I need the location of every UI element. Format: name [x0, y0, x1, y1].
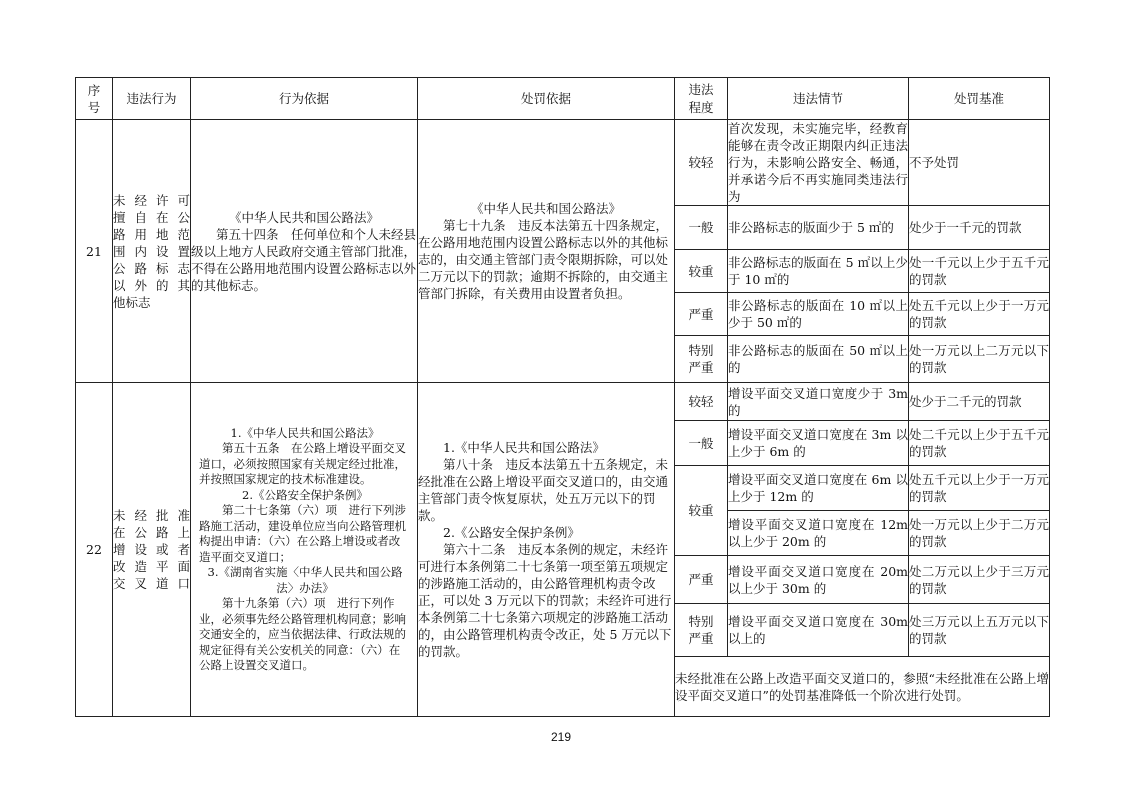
header-standard: 处罚基准	[909, 78, 1050, 120]
header-penalty-basis: 处罚依据	[418, 78, 675, 120]
row22-standard-1: 处少于二千元的罚款	[909, 383, 1050, 421]
behavior-line: 围内设置	[113, 243, 190, 259]
row21-penalty-basis	[418, 120, 675, 383]
header-act-basis: 行为依据	[191, 78, 418, 120]
row21-standard-3: 处一千元以上少于五千元的罚款	[909, 250, 1050, 293]
row21-degree-2: 一般	[675, 206, 728, 250]
row22-degree-1: 较轻	[675, 383, 728, 421]
row21-degree-4: 严重	[675, 293, 728, 336]
penalty-standard-table	[75, 77, 1050, 717]
row22-circumstance-6: 增设平面交叉道口宽度在 30m 以上的	[728, 604, 909, 657]
behavior-line: 改造平面	[113, 559, 190, 574]
law-title: 1.《中华人民共和国公路法》	[230, 425, 380, 440]
row21-act-basis	[191, 120, 418, 383]
row22-degree-6: 特别严重	[675, 604, 728, 657]
row21-seq: 21	[76, 120, 113, 383]
row22-seq: 22	[76, 383, 113, 717]
header-seq: 序号	[76, 78, 113, 120]
row22-behavior	[113, 383, 191, 717]
row21-standard-1: 不予处罚	[909, 120, 1050, 206]
law-article: 第八十条 违反本法第五十五条规定，未经批准在公路上增设平面交叉道口的，由交通主管部门责令恢复原状，处五万元以下的罚款。	[418, 457, 669, 523]
row21-degree-5: 特别严重	[675, 336, 728, 383]
table-row	[76, 120, 1050, 206]
row22-act-basis	[191, 383, 418, 717]
header-behavior: 违法行为	[113, 78, 191, 120]
row22-degree-3: 较重	[675, 466, 728, 556]
law-title: 《中华人民共和国公路法》	[470, 201, 621, 216]
behavior-line: 增设或者	[113, 542, 190, 557]
row22-standard-3: 处五千元以上少于一万元的罚款	[909, 466, 1050, 511]
row22-standard-4: 处一万元以上少于二万元的罚款	[909, 511, 1050, 556]
law-article: 第十九条第（六）项 进行下列作业，必须事先经公路管理机构同意；影响交通安全的，应当依据法律、行政法规的规定征得有关公安机关的同意：（六）在公路上设置交叉道口。	[199, 596, 406, 672]
page-number: 219	[550, 730, 572, 744]
row21-standard-5: 处一万元以上二万元以下的罚款	[909, 336, 1050, 383]
law-article: 第五十四条 任何单位和个人未经县级以上地方人民政府交通主管部门批准，不得在公路用地范围内设置公路标志以外的其他标志。	[191, 226, 417, 293]
row21-degree-3: 较重	[675, 250, 728, 293]
row21-circumstance-5: 非公路标志的版面在 50 ㎡以上的	[728, 336, 909, 383]
row22-standard-5: 处二万元以上少于三万元的罚款	[909, 556, 1050, 604]
behavior-line: 他标志	[113, 294, 151, 310]
behavior-line: 公路标志	[113, 260, 190, 276]
row22-note: 未经批准在公路上改造平面交叉道口的，参照“未经批准在公路上增设平面交叉道口”的处罚基准降低一个阶次进行处罚。	[675, 657, 1050, 717]
row22-degree-2: 一般	[675, 421, 728, 466]
behavior-line: 擅自在公	[113, 209, 190, 225]
behavior-line: 未经许可	[113, 192, 190, 208]
header-circumstance: 违法情节	[728, 78, 909, 120]
law-title: 《中华人民共和国公路法》	[228, 209, 379, 225]
row21-standard-4: 处五千元以上少于一万元的罚款	[909, 293, 1050, 336]
behavior-line: 路用地范	[113, 226, 190, 242]
law-article: 第二十七条第（六）项 进行下列涉路施工活动，建设单位应当向公路管理机构提出申请：（六）在公路上增设或者改造平面交叉道口；	[199, 503, 406, 564]
row21-circumstance-4: 非公路标志的版面在 10 ㎡以上少于 50 ㎡的	[728, 293, 909, 336]
table-header-row	[76, 78, 1050, 120]
row21-behavior	[113, 120, 191, 383]
row21-circumstance-3: 非公路标志的版面在 5 ㎡以上少于 10 ㎡的	[728, 250, 909, 293]
law-title: 3.《湖南省实施〈中华人民共和国公路法〉办法》	[207, 565, 403, 595]
law-title: 2.《公路安全保护条例》	[242, 487, 368, 502]
row22-circumstance-1: 增设平面交叉道口宽度少于 3m 的	[728, 383, 909, 421]
row22-standard-6: 处三万元以上五万元以下的罚款	[909, 604, 1050, 657]
law-article: 第六十二条 违反本条例的规定，未经许可进行本条例第二十七条第一项至第五项规定的涉路施工活动的，由公路管理机构责令改正，可以处 3 万元以下的罚款；未经许可进行本条例第二十七条第六项规定的涉路施工活动的，由公路管理机构责令改正，处 5 万元以下的罚款。	[418, 542, 672, 659]
row22-circumstance-4: 增设平面交叉道口宽度在 12m 以上少于 20m 的	[728, 511, 909, 556]
behavior-line: 未经批准	[113, 508, 190, 523]
row22-penalty-basis	[418, 383, 675, 717]
law-article: 第七十九条 违反本法第五十四条规定，在公路用地范围内设置公路标志以外的其他标志的，由交通主管部门责令限期拆除，可以处二万元以下的罚款；逾期不拆除的，由交通主管部门拆除，有关费用由设置者负担。	[418, 218, 669, 301]
behavior-line: 交叉道口	[113, 576, 190, 591]
row21-circumstance-1: 首次发现，未实施完毕，经教育能够在责令改正期限内纠正违法行为，未影响公路安全、畅通，并承诺今后不再实施同类违法行为	[728, 121, 908, 204]
behavior-line: 以外的其	[113, 277, 190, 293]
table-row	[76, 383, 1050, 421]
row22-circumstance-3: 增设平面交叉道口宽度在 6m 以上少于 12m 的	[728, 466, 909, 511]
row22-circumstance-5: 增设平面交叉道口宽度在 20m 以上少于 30m 的	[728, 556, 909, 604]
law-article: 第五十五条 在公路上增设平面交叉道口，必须按照国家有关规定经过批准，并按照国家规定的技术标准建设。	[199, 441, 406, 486]
row21-standard-2: 处少于一千元的罚款	[909, 206, 1050, 250]
row22-circumstance-2: 增设平面交叉道口宽度在 3m 以上少于 6m 的	[728, 421, 909, 466]
row21-degree-1: 较轻	[675, 120, 728, 206]
row22-degree-5: 严重	[675, 556, 728, 604]
row22-standard-2: 处二千元以上少于五千元的罚款	[909, 421, 1050, 466]
header-degree: 违法程度	[675, 78, 728, 120]
law-title: 2.《公路安全保护条例》	[443, 525, 580, 540]
law-title: 1.《中华人民共和国公路法》	[443, 440, 605, 455]
behavior-line: 在公路上	[113, 525, 190, 540]
row21-circumstance-2: 非公路标志的版面少于 5 ㎡的	[728, 206, 909, 250]
